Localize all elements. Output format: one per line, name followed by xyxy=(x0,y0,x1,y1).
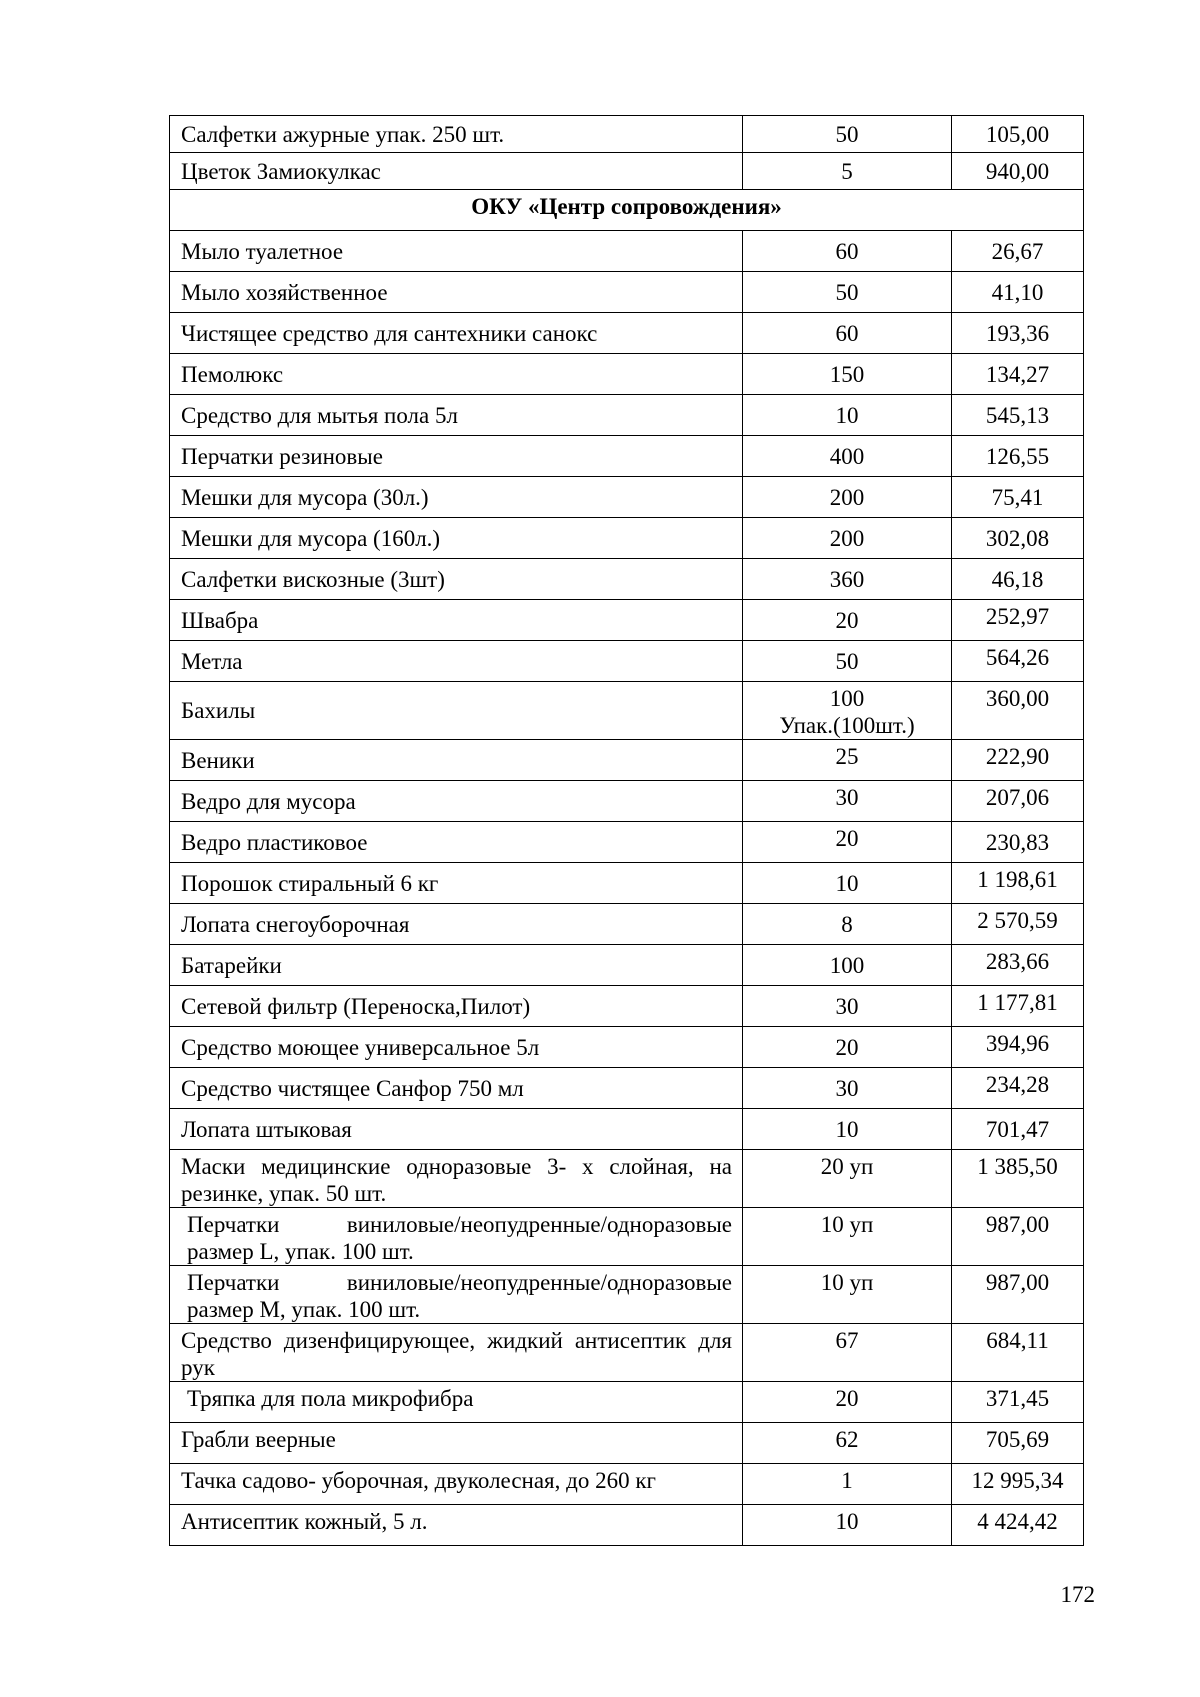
item-name-cell: Средство дизенфицирующее, жидкий антисептик для рук xyxy=(170,1324,743,1382)
item-price-cell: 283,66 xyxy=(952,945,1084,986)
item-name-cell: Сетевой фильтр (Переноска,Пилот) xyxy=(170,986,743,1027)
table-row xyxy=(170,1505,1084,1546)
item-quantity: 100 xyxy=(829,952,865,978)
table-row xyxy=(170,477,1084,518)
item-quantity-cell xyxy=(743,781,952,822)
table-row xyxy=(170,863,1084,904)
item-name-cell: Порошок стиральный 6 кг xyxy=(170,863,743,904)
table-row xyxy=(170,559,1084,600)
item-quantity: 67 xyxy=(835,1328,859,1353)
item-quantity-cell xyxy=(743,600,952,641)
item-price-cell: 26,67 xyxy=(952,231,1084,272)
item-quantity: 10 уп xyxy=(820,1270,874,1295)
item-price-cell: 2 570,59 xyxy=(952,904,1084,945)
item-price-cell: 230,83 xyxy=(952,822,1084,863)
item-quantity: 20 xyxy=(835,826,859,851)
item-price-cell: 207,06 xyxy=(952,781,1084,822)
item-quantity: 62 xyxy=(835,1427,859,1452)
item-quantity-cell xyxy=(743,904,952,945)
table-row xyxy=(170,1423,1084,1464)
item-quantity-note: Упак.(100шт.) xyxy=(779,713,915,738)
table-row xyxy=(170,904,1084,945)
item-quantity: 30 xyxy=(835,1075,859,1101)
table-row xyxy=(170,740,1084,781)
table-row xyxy=(170,1464,1084,1505)
item-price-cell: 987,00 xyxy=(952,1208,1084,1266)
item-quantity: 150 xyxy=(829,361,865,387)
item-price-cell: 545,13 xyxy=(952,395,1084,436)
item-name-cell: Ведро для мусора xyxy=(170,781,743,822)
item-price-cell: 222,90 xyxy=(952,740,1084,781)
item-quantity: 50 xyxy=(835,648,859,674)
item-quantity: 10 xyxy=(835,870,859,896)
item-quantity-cell xyxy=(743,1208,952,1266)
table-row xyxy=(170,1027,1084,1068)
item-name-cell: Веники xyxy=(170,740,743,781)
item-quantity: 20 xyxy=(835,1034,859,1060)
item-price-cell: 75,41 xyxy=(952,477,1084,518)
item-price-cell: 701,47 xyxy=(952,1109,1084,1150)
item-quantity-cell xyxy=(743,1068,952,1109)
item-price-cell: 360,00 xyxy=(952,682,1084,740)
item-quantity: 10 уп xyxy=(820,1212,874,1237)
item-quantity-cell xyxy=(743,986,952,1027)
item-name-cell: Перчатки резиновые xyxy=(170,436,743,477)
item-quantity-cell xyxy=(743,682,952,740)
item-quantity-cell xyxy=(743,1464,952,1505)
item-quantity: 50 xyxy=(835,121,859,147)
table-row xyxy=(170,1324,1084,1382)
item-quantity: 100 xyxy=(829,686,865,711)
item-price-cell: 1 385,50 xyxy=(952,1150,1084,1208)
item-quantity: 400 xyxy=(829,443,865,469)
item-quantity: 25 xyxy=(835,744,859,769)
table-row xyxy=(170,600,1084,641)
table-row xyxy=(170,1266,1084,1324)
item-quantity-cell xyxy=(743,1150,952,1208)
table-row xyxy=(170,1068,1084,1109)
item-name-cell: Средство чистящее Санфор 750 мл xyxy=(170,1068,743,1109)
item-quantity-cell xyxy=(743,1266,952,1324)
item-name-cell: Пемолюкс xyxy=(170,354,743,395)
item-quantity-cell xyxy=(743,477,952,518)
table-row xyxy=(170,1382,1084,1423)
item-quantity-cell xyxy=(743,1382,952,1423)
item-name-cell: Тряпка для пола микрофибра xyxy=(170,1382,743,1423)
item-quantity-cell xyxy=(743,559,952,600)
item-name-cell: Грабли веерные xyxy=(170,1423,743,1464)
item-name-cell: Маски медицинские одноразовые 3- х слойная, на резинке, упак. 50 шт. xyxy=(170,1150,743,1208)
table-row xyxy=(170,354,1084,395)
item-quantity: 20 xyxy=(835,607,859,633)
item-name-cell: Чистящее средство для сантехники санокс xyxy=(170,313,743,354)
item-quantity: 8 xyxy=(841,911,853,937)
page-number: 172 xyxy=(1060,1582,1095,1607)
item-quantity-cell xyxy=(743,740,952,781)
section-title: ОКУ «Центр сопровождения» xyxy=(170,190,1084,231)
item-price-cell: 1 177,81 xyxy=(952,986,1084,1027)
item-price-cell: 105,00 xyxy=(952,116,1084,153)
table-row xyxy=(170,518,1084,559)
item-name-cell: Салфетки вискозные (3шт) xyxy=(170,559,743,600)
item-quantity-cell xyxy=(743,1324,952,1382)
item-quantity: 30 xyxy=(835,785,859,810)
supplies-table xyxy=(169,115,1084,1546)
item-name-cell: Мешки для мусора (160л.) xyxy=(170,518,743,559)
table-row xyxy=(170,822,1084,863)
item-quantity-cell xyxy=(743,863,952,904)
item-name-cell: Бахилы xyxy=(170,682,743,740)
item-quantity: 1 xyxy=(841,1468,853,1493)
item-quantity-cell xyxy=(743,116,952,153)
item-price-cell: 252,97 xyxy=(952,600,1084,641)
item-price-cell: 684,11 xyxy=(952,1324,1084,1382)
item-price-cell: 987,00 xyxy=(952,1266,1084,1324)
item-name-cell: Средство для мытья пола 5л xyxy=(170,395,743,436)
item-price-cell: 1 198,61 xyxy=(952,863,1084,904)
item-price-cell: 12 995,34 xyxy=(952,1464,1084,1505)
item-quantity: 10 xyxy=(835,1116,859,1142)
item-price-cell: 940,00 xyxy=(952,153,1084,190)
item-quantity-cell xyxy=(743,1027,952,1068)
item-quantity-cell xyxy=(743,518,952,559)
item-quantity: 200 xyxy=(829,525,865,551)
table-row xyxy=(170,781,1084,822)
item-price-cell: 705,69 xyxy=(952,1423,1084,1464)
item-name-cell: Ведро пластиковое xyxy=(170,822,743,863)
item-price-cell: 394,96 xyxy=(952,1027,1084,1068)
item-name-cell: Перчатки виниловые/неопудренные/одноразовые размер L, упак. 100 шт. xyxy=(170,1208,743,1266)
item-quantity: 60 xyxy=(835,320,859,346)
item-quantity-cell xyxy=(743,822,952,863)
item-name-cell: Метла xyxy=(170,641,743,682)
item-price-cell: 134,27 xyxy=(952,354,1084,395)
item-price-cell: 564,26 xyxy=(952,641,1084,682)
table-row xyxy=(170,395,1084,436)
item-name-cell: Антисептик кожный, 5 л. xyxy=(170,1505,743,1546)
table-row xyxy=(170,313,1084,354)
item-quantity-cell xyxy=(743,272,952,313)
item-quantity: 30 xyxy=(835,993,859,1019)
item-quantity-cell xyxy=(743,945,952,986)
item-quantity: 10 xyxy=(835,402,859,428)
table-row xyxy=(170,153,1084,190)
item-quantity-cell xyxy=(743,1423,952,1464)
item-price-cell: 371,45 xyxy=(952,1382,1084,1423)
item-quantity: 20 xyxy=(835,1386,859,1411)
item-quantity: 5 xyxy=(841,158,853,184)
item-name-cell: Батарейки xyxy=(170,945,743,986)
section-header-row xyxy=(170,190,1084,231)
item-quantity-cell xyxy=(743,1505,952,1546)
item-quantity: 60 xyxy=(835,238,859,264)
table-row xyxy=(170,272,1084,313)
item-name-cell: Тачка садово- уборочная, двуколесная, до 260 кг xyxy=(170,1464,743,1505)
supplies-table-body xyxy=(170,116,1084,1546)
item-price-cell: 193,36 xyxy=(952,313,1084,354)
item-quantity: 200 xyxy=(829,484,865,510)
item-quantity-cell xyxy=(743,354,952,395)
item-quantity-cell xyxy=(743,313,952,354)
table-row xyxy=(170,1150,1084,1208)
item-quantity-cell xyxy=(743,1109,952,1150)
item-price-cell: 41,10 xyxy=(952,272,1084,313)
item-name-cell: Средство моющее универсальное 5л xyxy=(170,1027,743,1068)
item-price-cell: 4 424,42 xyxy=(952,1505,1084,1546)
item-name-cell: Перчатки виниловые/неопудренные/одноразовые размер М, упак. 100 шт. xyxy=(170,1266,743,1324)
table-row xyxy=(170,682,1084,740)
item-name-cell: Цветок Замиокулкас xyxy=(170,153,743,190)
item-price-cell: 46,18 xyxy=(952,559,1084,600)
table-row xyxy=(170,945,1084,986)
table-row xyxy=(170,1109,1084,1150)
table-row xyxy=(170,986,1084,1027)
item-quantity-cell xyxy=(743,436,952,477)
table-row xyxy=(170,116,1084,153)
item-quantity: 10 xyxy=(835,1509,859,1534)
item-quantity-cell xyxy=(743,153,952,190)
item-quantity: 50 xyxy=(835,279,859,305)
item-quantity-cell xyxy=(743,231,952,272)
item-name-cell: Салфетки ажурные упак. 250 шт. xyxy=(170,116,743,153)
item-name-cell: Мыло туалетное xyxy=(170,231,743,272)
table-row xyxy=(170,641,1084,682)
item-name-cell: Мыло хозяйственное xyxy=(170,272,743,313)
item-name-cell: Лопата штыковая xyxy=(170,1109,743,1150)
item-price-cell: 126,55 xyxy=(952,436,1084,477)
table-row xyxy=(170,231,1084,272)
item-quantity-cell xyxy=(743,641,952,682)
item-name-cell: Швабра xyxy=(170,600,743,641)
item-price-cell: 302,08 xyxy=(952,518,1084,559)
item-price-cell: 234,28 xyxy=(952,1068,1084,1109)
item-name-cell: Лопата снегоуборочная xyxy=(170,904,743,945)
item-quantity-cell xyxy=(743,395,952,436)
table-row xyxy=(170,436,1084,477)
item-name-cell: Мешки для мусора (30л.) xyxy=(170,477,743,518)
table-row xyxy=(170,1208,1084,1266)
item-quantity: 360 xyxy=(829,566,865,592)
item-quantity: 20 уп xyxy=(820,1154,874,1179)
